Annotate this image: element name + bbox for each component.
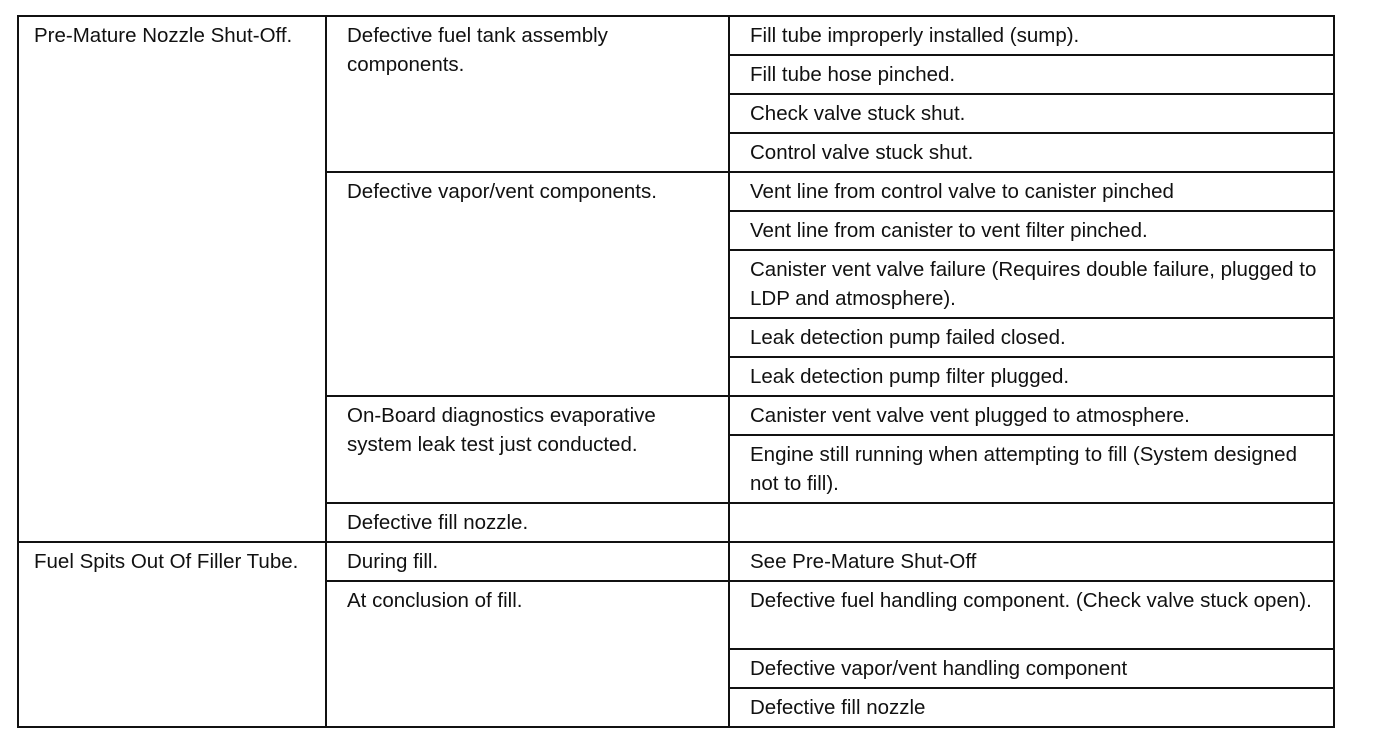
condition-cell: Pre-Mature Nozzle Shut-Off.: [18, 16, 326, 542]
detail-cell: Engine still running when attempting to fill (System designed not to fill).: [729, 435, 1334, 503]
detail-cell: Fill tube hose pinched.: [729, 55, 1334, 94]
condition-cell: Fuel Spits Out Of Filler Tube.: [18, 542, 326, 727]
cause-cell: Defective fill nozzle.: [326, 503, 729, 542]
cause-cell: During fill.: [326, 542, 729, 581]
cause-cell: On-Board diagnostics evaporative system leak test just conducted.: [326, 396, 729, 503]
detail-cell: Canister vent valve vent plugged to atmosphere.: [729, 396, 1334, 435]
cause-cell: Defective vapor/vent components.: [326, 172, 729, 396]
detail-cell: See Pre-Mature Shut-Off: [729, 542, 1334, 581]
detail-cell: Leak detection pump failed closed.: [729, 318, 1334, 357]
table-row: [18, 542, 1334, 581]
detail-cell: Defective fill nozzle: [729, 688, 1334, 727]
detail-cell: Leak detection pump filter plugged.: [729, 357, 1334, 396]
cause-cell: At conclusion of fill.: [326, 581, 729, 727]
detail-cell: Control valve stuck shut.: [729, 133, 1334, 172]
table-row: [18, 16, 1334, 55]
detail-cell: Canister vent valve failure (Requires double failure, plugged to LDP and atmosphere).: [729, 250, 1334, 318]
detail-cell: [729, 503, 1334, 542]
detail-cell: Defective fuel handling component. (Check valve stuck open).: [729, 581, 1334, 649]
diagnostic-table: [17, 15, 1335, 728]
detail-cell: Fill tube improperly installed (sump).: [729, 16, 1334, 55]
detail-cell: Vent line from canister to vent filter pinched.: [729, 211, 1334, 250]
cause-cell: Defective fuel tank assembly components.: [326, 16, 729, 172]
detail-cell: Defective vapor/vent handling component: [729, 649, 1334, 688]
detail-cell: Check valve stuck shut.: [729, 94, 1334, 133]
detail-cell: Vent line from control valve to canister pinched: [729, 172, 1334, 211]
